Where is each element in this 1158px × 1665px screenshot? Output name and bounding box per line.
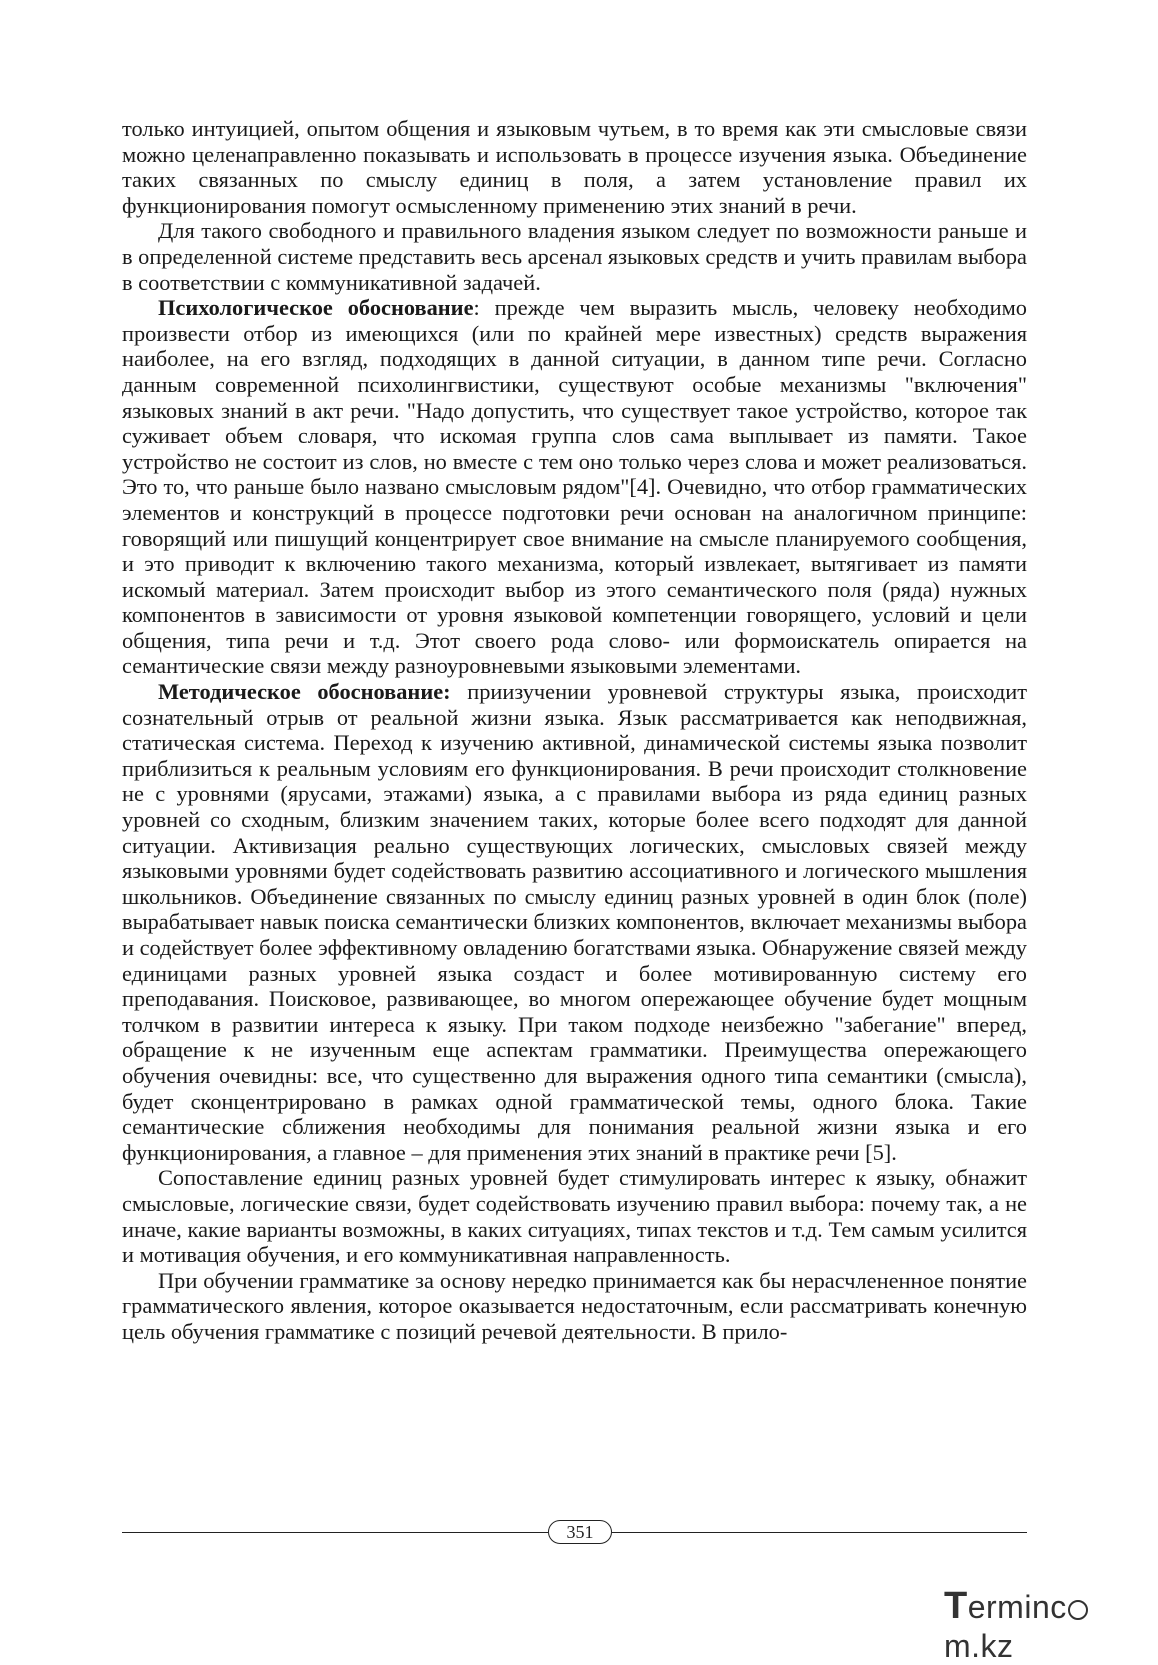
- paragraph-text: приизучении уровневой структуры языка, происходит сознательный отрыв от реальной жизни языка. Язык рассматривается как неподвижная, статическая система. Переход к изучению активной, динамической системы языка позволит приблизиться к реальным условиям его функционирования. В речи происходит столкновение не с уровнями (ярусами, этажами) языка, а с правилами выбора из ряда единиц разных уровней со сходным, близким значением таких, которые более всего подходят для данной ситуации. Активизация реально существующих логических, смысловых связей между языковыми уровнями будет содействовать развитию ассоциативного и логического мышления школьников. Объединение связанных по смыслу единиц разных уровней в один блок (поле) вырабатывает навык поиска семантически близких компонентов, включает механизмы выбора и содействует более эффективному овладению богатствами языка. Обнаружение связей между единицами разных уровней языка создаст и более мотивированную систему его преподавания. Поисковое, развивающее, во многом опережающее обучение будет мощным толчком в развитии интереса к языку. При таком подходе неизбежно "забегание" вперед, обращение к не изученным еще аспектам грамматики. Преимущества опережающего обучения очевидны: все, что существенно для выражения одного типа семантики (смысла), будет сконцентрировано в рамках одной грамматической темы, одного блока. Такие семантические сближения необходимы для понимания реальной жизни языка и его функционирования, а главное – для применения этих знаний в практике речи [5].: [122, 679, 1028, 1165]
- watermark-mid: erminc: [967, 1589, 1067, 1625]
- paragraph-3: [122, 295, 1027, 679]
- footer-divider-left: [122, 1532, 548, 1533]
- watermark-suffix: m.kz: [944, 1628, 1014, 1664]
- paragraph-2: Для такого свободного и правильного владения языком следует по возможности раньше и в определенной системе представить весь арсенал языковых средств и учить правилам выбора в соответствии с коммуникативной задачей.: [122, 218, 1027, 295]
- page-number: 351: [548, 1520, 612, 1544]
- paragraph-text: : прежде чем выразить мысль, человеку необходимо произвести отбор из имеющихся (или по крайней мере известных) средств выражения наиболее, на его взгляд, подходящих в данной ситуации, в данном типе речи. Согласно данным современной психолингвистики, существуют особые механизмы "включения" языковых знаний в акт речи. "Надо допустить, что существует такое устройство, которое так суживает объем словаря, что искомая группа слов сама выплывает из памяти. Такое устройство не состоит из слов, но вместе с тем оно только через слова и может реализоваться. Это то, что раньше было названо смысловым рядом"[4]. Очевидно, что отбор грамматических элементов и конструкций в процессе подготовки речи основан на аналогичном принципе: говорящий или пишущий концентрирует свое внимание на смысле планируемого сообщения, и это приводит к включению такого механизма, который извлекает, вытягивает из памяти искомый материал. Затем происходит выбор из этого семантического поля (ряда) нужных компонентов в зависимости от уровня языковой компетенции говорящего, условий и цели общения, типа речи и т.д. Этот своего рода слово- или формоискатель опирается на семантические связи между разноуровневыми языковыми элементами.: [122, 295, 1027, 679]
- document-body: [122, 116, 1027, 1345]
- paragraph-1: только интуицией, опытом общения и языковым чутьем, в то время как эти смысловые связи можно целенаправленно показывать и использовать в процессе изучения языка. Объединение таких связанных по смыслу единиц в поля, а затем установление правил их функционирования помогут осмысленному применению этих знаний в речи.: [122, 116, 1027, 218]
- paragraph-6: При обучении грамматике за основу нередко принимается как бы нерасчлененное понятие грамматического явления, которое оказывается недостаточным, если рассматривать конечную цель обучения грамматике с позиций речевой деятельности. В прило-: [122, 1267, 1027, 1344]
- paragraph-4: [122, 679, 1027, 1165]
- paragraph-heading: Методическое обоснование:: [158, 679, 451, 705]
- paragraph-5: Сопоставление единиц разных уровней будет стимулировать интерес к языку, обнажит смысловые, логические связи, будет содействовать изучению правил выбора: почему так, а не иначе, какие варианты возможны, в каких ситуациях, типах текстов и т.д. Тем самым усилится и мотивация обучения, и его коммуникативная направленность.: [122, 1165, 1027, 1268]
- watermark-o-icon: [1068, 1600, 1088, 1620]
- footer-divider-right: [612, 1532, 1027, 1533]
- paragraph-heading: Психологическое обоснование: [158, 295, 474, 321]
- watermark-prefix: T: [944, 1585, 968, 1627]
- watermark-logo: [944, 1585, 1149, 1664]
